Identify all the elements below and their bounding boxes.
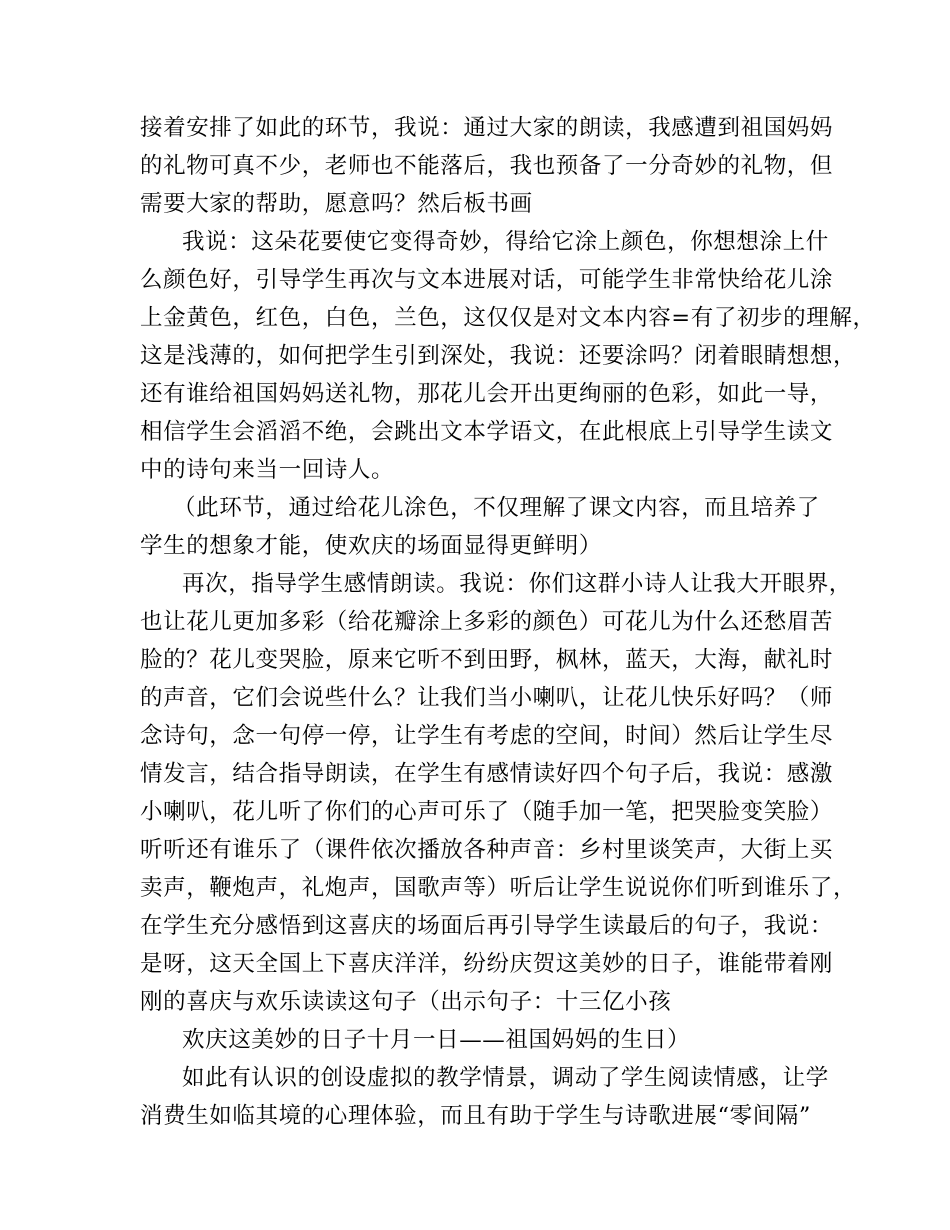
text-line: 中的诗句来当一回诗人。 bbox=[140, 457, 395, 483]
text-line: 念诗句，念一句停一停，让学生有考虑的空间，时间）然后让学生尽 bbox=[140, 723, 834, 749]
text-line: 的声音，它们会说些什么？让我们当小喇叭，让花儿快乐好吗？（师 bbox=[140, 685, 834, 711]
text-line: 这是浅薄的，如何把学生引到深处，我说：还要涂吗？闭着眼睛想想， bbox=[140, 343, 857, 369]
text-line: 是呀，这天全国上下喜庆洋洋，纷纷庆贺这美妙的日子，谁能带着刚 bbox=[140, 951, 834, 977]
text-line: 上金黄色，红色，白色，兰色，这仅仅是对文本内容=有了初步的理解， bbox=[140, 305, 876, 331]
text-line: 小喇叭，花儿听了你们的心声可乐了（随手加一笔，把哭脸变笑脸） bbox=[140, 799, 834, 825]
text-line: 需要大家的帮助，愿意吗？然后板书画 bbox=[140, 191, 533, 217]
text-line: 还有谁给祖国妈妈送礼物，那花儿会开出更绚丽的色彩，如此一导， bbox=[140, 381, 834, 407]
text-line: 相信学生会滔滔不绝，会跳出文本学语文，在此根底上引导学生读文 bbox=[140, 419, 834, 445]
text-line: 刚的喜庆与欢乐读读这句子（出示句子：十三亿小孩 bbox=[140, 989, 672, 1015]
paragraph-first-line: 如此有认识的创设虚拟的教学情景，调动了学生阅读情感，让学 bbox=[182, 1065, 829, 1091]
text-line: 卖声，鞭炮声，礼炮声，国歌声等）听后让学生说说你们听到谁乐了， bbox=[140, 875, 857, 901]
paragraph-first-line: 再次，指导学生感情朗读。我说：你们这群小诗人让我大开眼界， bbox=[182, 571, 852, 597]
text-line: 学生的想象才能，使欢庆的场面显得更鲜明） bbox=[140, 533, 603, 559]
text-line: 脸的？花儿变哭脸，原来它听不到田野，枫林，蓝天，大海，献礼时 bbox=[140, 647, 834, 673]
paragraph-first-line: 欢庆这美妙的日子十月一日——祖国妈妈的生日） bbox=[182, 1027, 691, 1053]
text-line: 消费生如临其境的心理体验，而且有助于学生与诗歌进展“零间隔” bbox=[140, 1103, 812, 1129]
text-line: 也让花儿更加多彩（给花瓣涂上多彩的颜色）可花儿为什么还愁眉苦 bbox=[140, 609, 834, 635]
text-line: 在学生充分感悟到这喜庆的场面后再引导学生读最后的句子，我说： bbox=[140, 913, 834, 939]
text-line: 接着安排了如此的环节，我说：通过大家的朗读，我感遭到祖国妈妈 bbox=[140, 115, 834, 141]
text-line: 情发言，结合指导朗读，在学生有感情读好四个句子后，我说：感激 bbox=[140, 761, 834, 787]
paragraph-first-line: （此环节，通过给花儿涂色，不仅理解了课文内容，而且培养了 bbox=[173, 495, 820, 521]
paragraph-first-line: 我说：这朵花要使它变得奇妙，得给它涂上颜色，你想想涂上什 bbox=[182, 229, 829, 255]
text-line: 么颜色好，引导学生再次与文本进展对话，可能学生非常快给花儿涂 bbox=[140, 267, 834, 293]
text-line: 听听还有谁乐了（课件依次播放各种声音：乡村里谈笑声，大街上买 bbox=[140, 837, 834, 863]
text-line: 的礼物可真不少，老师也不能落后，我也预备了一分奇妙的礼物，但 bbox=[140, 153, 834, 179]
